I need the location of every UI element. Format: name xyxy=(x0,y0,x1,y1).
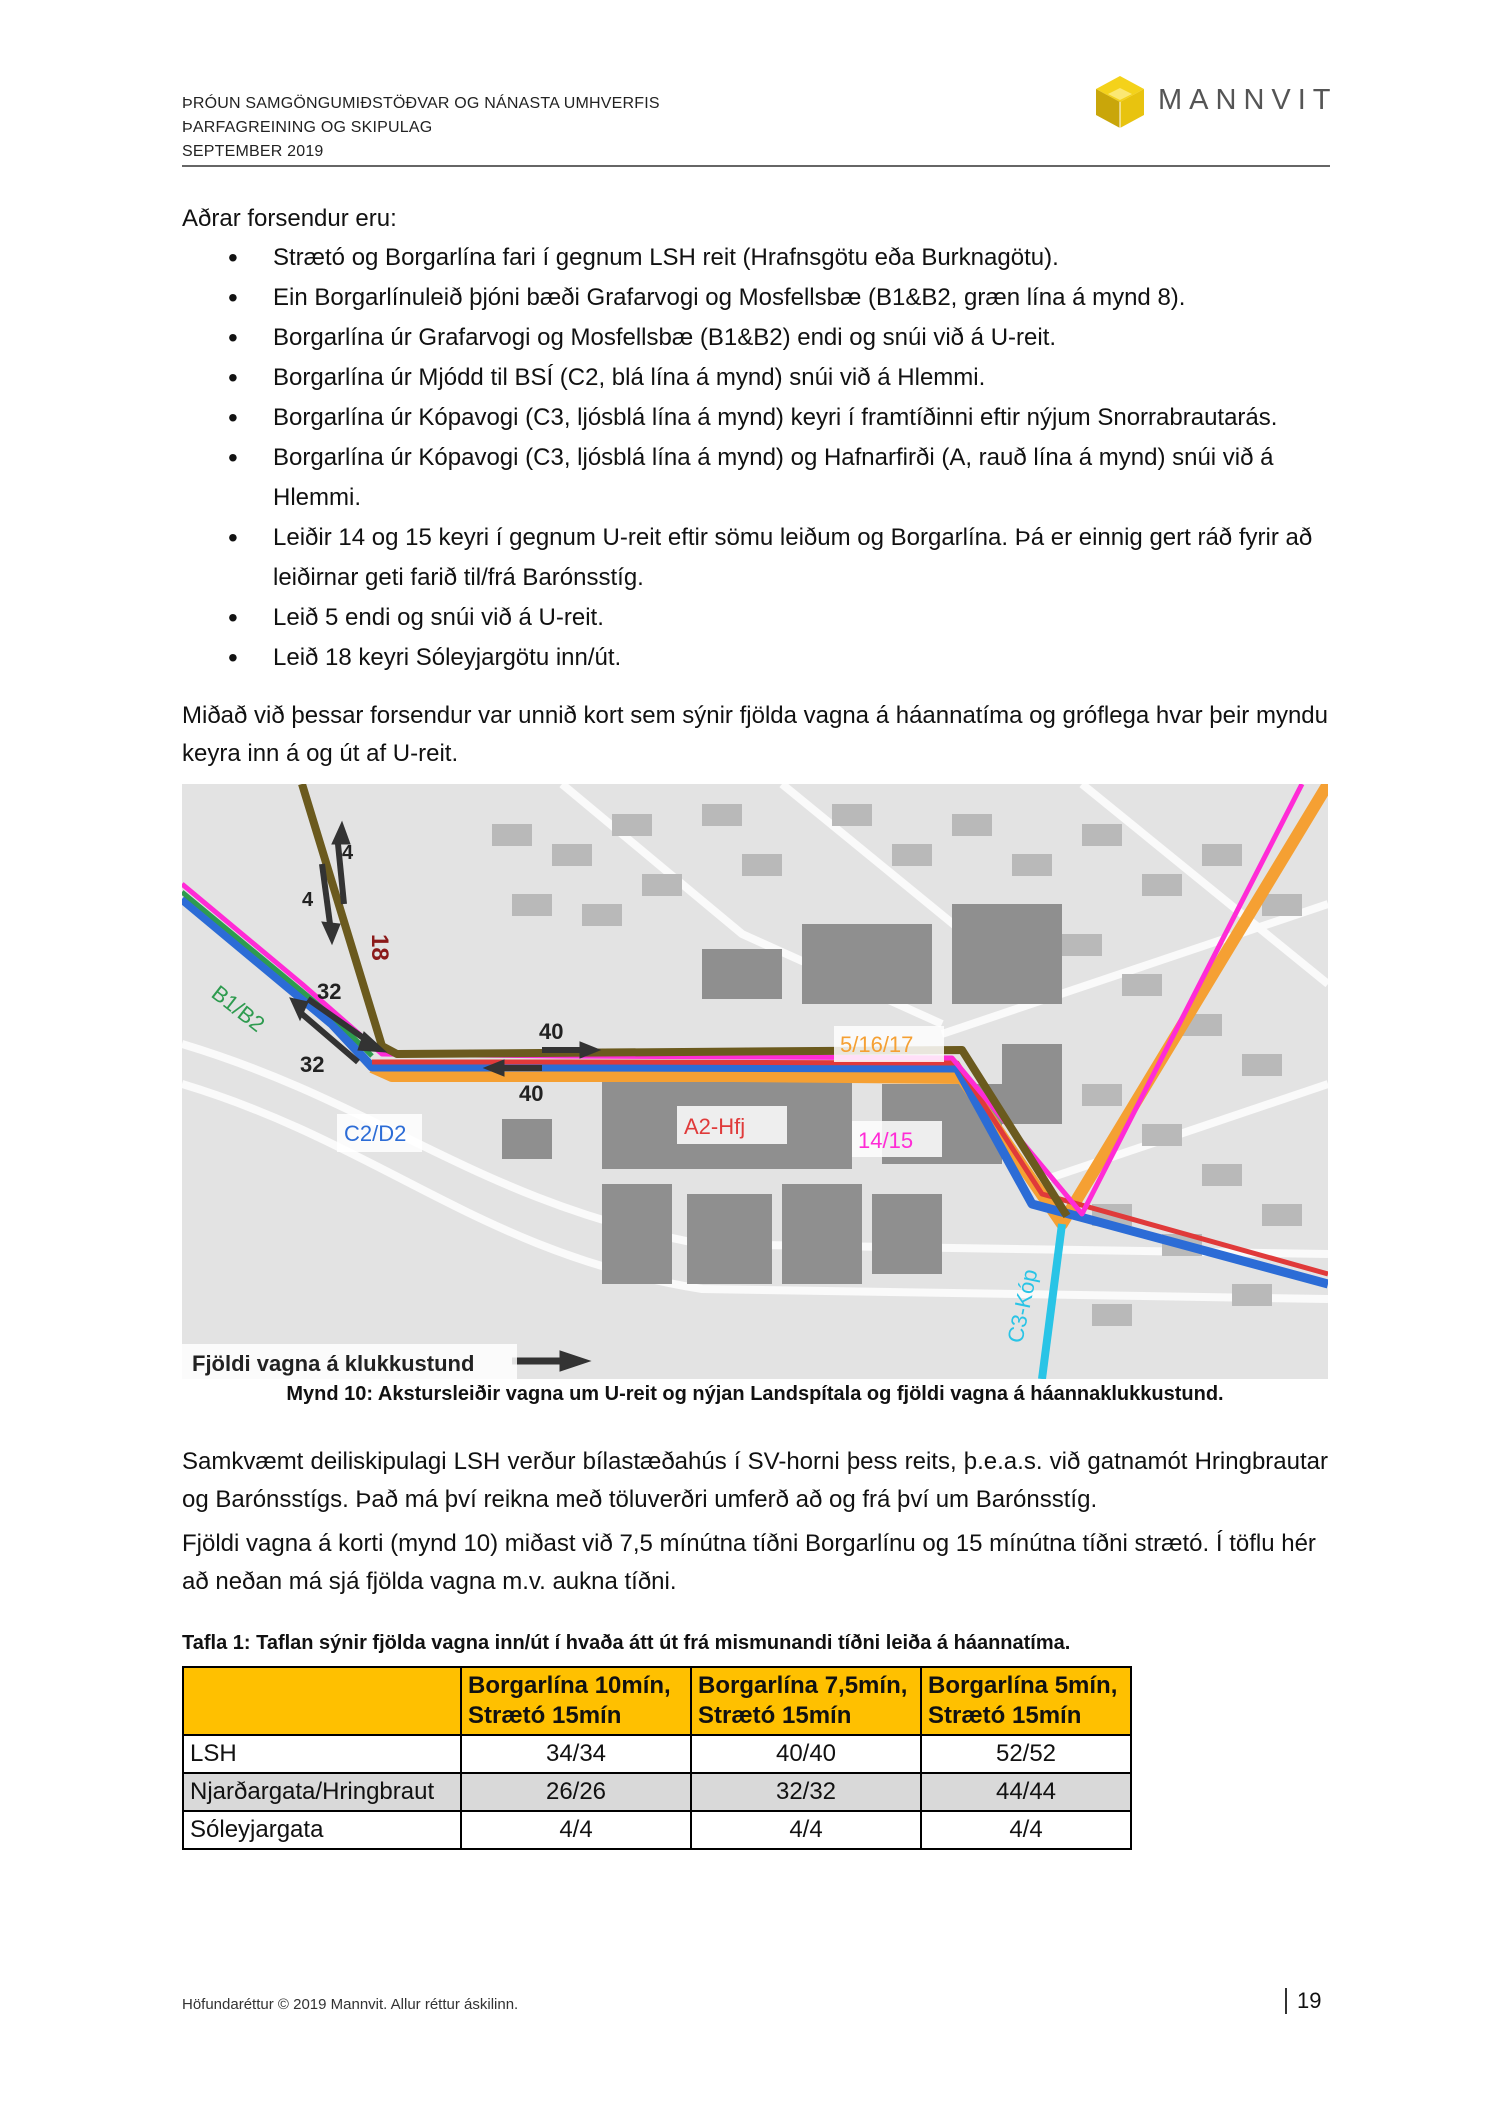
frequency-table xyxy=(182,1666,1132,1850)
table-header-cell: Borgarlína 10mín, Strætó 15mín xyxy=(461,1667,691,1735)
paragraph: Samkvæmt deiliskipulagi LSH verður bílastæðahús í SV-horni þess reits, þ.e.a.s. við gatnamót Hringbrautar og Barónsstígs. Það má því reikna með töluverðri umferð að og frá því um Barónsstíg. xyxy=(182,1448,1328,1513)
table-cell: 4/4 xyxy=(691,1811,921,1849)
header-subtitle: ÞARFAGREINING OG SKIPULAG xyxy=(182,119,433,136)
map-label: B1/B2 xyxy=(206,980,270,1037)
table-cell: 52/52 xyxy=(921,1735,1131,1773)
row-label: Sóleyjargata xyxy=(183,1811,461,1849)
header-divider xyxy=(182,165,1330,167)
table-caption: Tafla 1: Taflan sýnir fjölda vagna inn/út í hvaða átt út frá mismunandi tíðni leiða á háannatíma. xyxy=(182,1632,1071,1654)
table-cell: 32/32 xyxy=(691,1773,921,1811)
paragraph: Fjöldi vagna á korti (mynd 10) miðast við 7,5 mínútna tíðni Borgarlínu og 15 mínútna tíðni strætó. Í töflu hér að neðan má sjá fjölda vagna m.v. aukna tíðni. xyxy=(182,1530,1316,1595)
paragraph: Miðað við þessar forsendur var unnið kort sem sýnir fjölda vagna á háannatíma og gróflega hvar þeir myndu keyra inn á og út af U-reit. xyxy=(182,702,1328,767)
running-header xyxy=(182,92,660,164)
table-cell: 4/4 xyxy=(461,1811,691,1849)
copyright-footer: Höfundaréttur © 2019 Mannvit. Allur réttur áskilinn. xyxy=(182,1996,519,2013)
list-item: • Borgarlína úr Kópavogi (C3, ljósblá lína á mynd) og Hafnarfirði (A, rauð lína á mynd) snúi við á Hlemmi. xyxy=(182,438,1328,518)
table-corner-cell xyxy=(183,1667,461,1735)
table-row xyxy=(183,1811,1131,1849)
row-label: LSH xyxy=(183,1735,461,1773)
map-label: C3-Kóp xyxy=(1002,1266,1043,1346)
map-legend: Fjöldi vagna á klukkustund xyxy=(192,1351,475,1376)
list-item: • Borgarlína úr Mjódd til BSÍ (C2, blá lína á mynd) snúi við á Hlemmi. xyxy=(182,358,1328,398)
table-cell: 44/44 xyxy=(921,1773,1131,1811)
table-cell: 4/4 xyxy=(921,1811,1131,1849)
list-item: • Leið 18 keyri Sóleyjargötu inn/út. xyxy=(182,638,1328,678)
row-label: Njarðargata/Hringbraut xyxy=(183,1773,461,1811)
table-cell: 26/26 xyxy=(461,1773,691,1811)
table-header-cell: Borgarlína 5mín, Strætó 15mín xyxy=(921,1667,1131,1735)
mannvit-logo xyxy=(1090,74,1338,130)
map-label: 4 xyxy=(302,889,314,911)
map-label: 4 xyxy=(342,842,354,864)
map-label: 32 xyxy=(300,1052,325,1077)
map-label: 5/16/17 xyxy=(840,1032,914,1057)
list-item: • Borgarlína úr Grafarvogi og Mosfellsbæ (B1&B2) endi og snúi við á U-reit. xyxy=(182,318,1328,358)
map-label: A2-Hfj xyxy=(684,1114,746,1139)
table-header-cell: Borgarlína 7,5mín, Strætó 15mín xyxy=(691,1667,921,1735)
cube-logo-icon xyxy=(1090,74,1150,130)
table-cell: 40/40 xyxy=(691,1735,921,1773)
map-label: C2/D2 xyxy=(344,1121,407,1146)
list-item: • Strætó og Borgarlína fari í gegnum LSH reit (Hrafnsgötu eða Burknagötu). xyxy=(182,238,1328,278)
list-item: • Ein Borgarlínuleið þjóni bæði Grafarvogi og Mosfellsbæ (B1&B2, græn lína á mynd 8). xyxy=(182,278,1328,318)
route-map xyxy=(182,784,1328,1379)
map-label: 32 xyxy=(317,979,342,1004)
table-cell: 34/34 xyxy=(461,1735,691,1773)
map-label: 14/15 xyxy=(858,1128,914,1153)
table-row xyxy=(183,1773,1131,1811)
table-header-row xyxy=(183,1667,1131,1735)
figure-caption: Mynd 10: Akstursleiðir vagna um U-reit og nýjan Landspítala og fjöldi vagna á háannaklukkustund. xyxy=(286,1383,1224,1405)
map-label: 40 xyxy=(539,1019,564,1044)
list-item: • Leið 5 endi og snúi við á U-reit. xyxy=(182,598,1328,638)
header-date: SEPTEMBER 2019 xyxy=(182,143,324,160)
page-number: 19 xyxy=(1285,1988,1321,2014)
list-item: • Leiðir 14 og 15 keyri í gegnum U-reit eftir sömu leiðum og Borgarlína. Þá er einnig gert ráð fyrir að leiðirnar geti farið til/frá Barónsstíg. xyxy=(182,518,1328,598)
header-title: ÞRÓUN SAMGÖNGUMIÐSTÖÐVAR OG NÁNASTA UMHVERFIS xyxy=(182,95,660,112)
map-label: 40 xyxy=(519,1081,544,1106)
map-label: 18 xyxy=(366,934,393,961)
assumptions-list xyxy=(182,238,1328,678)
table-row xyxy=(183,1735,1131,1773)
logo-text: MANNVIT xyxy=(1158,84,1338,116)
intro-text: Aðrar forsendur eru: xyxy=(182,205,397,232)
list-item: • Borgarlína úr Kópavogi (C3, ljósblá lína á mynd) keyri í framtíðinni eftir nýjum Snorrabrautarás. xyxy=(182,398,1328,438)
